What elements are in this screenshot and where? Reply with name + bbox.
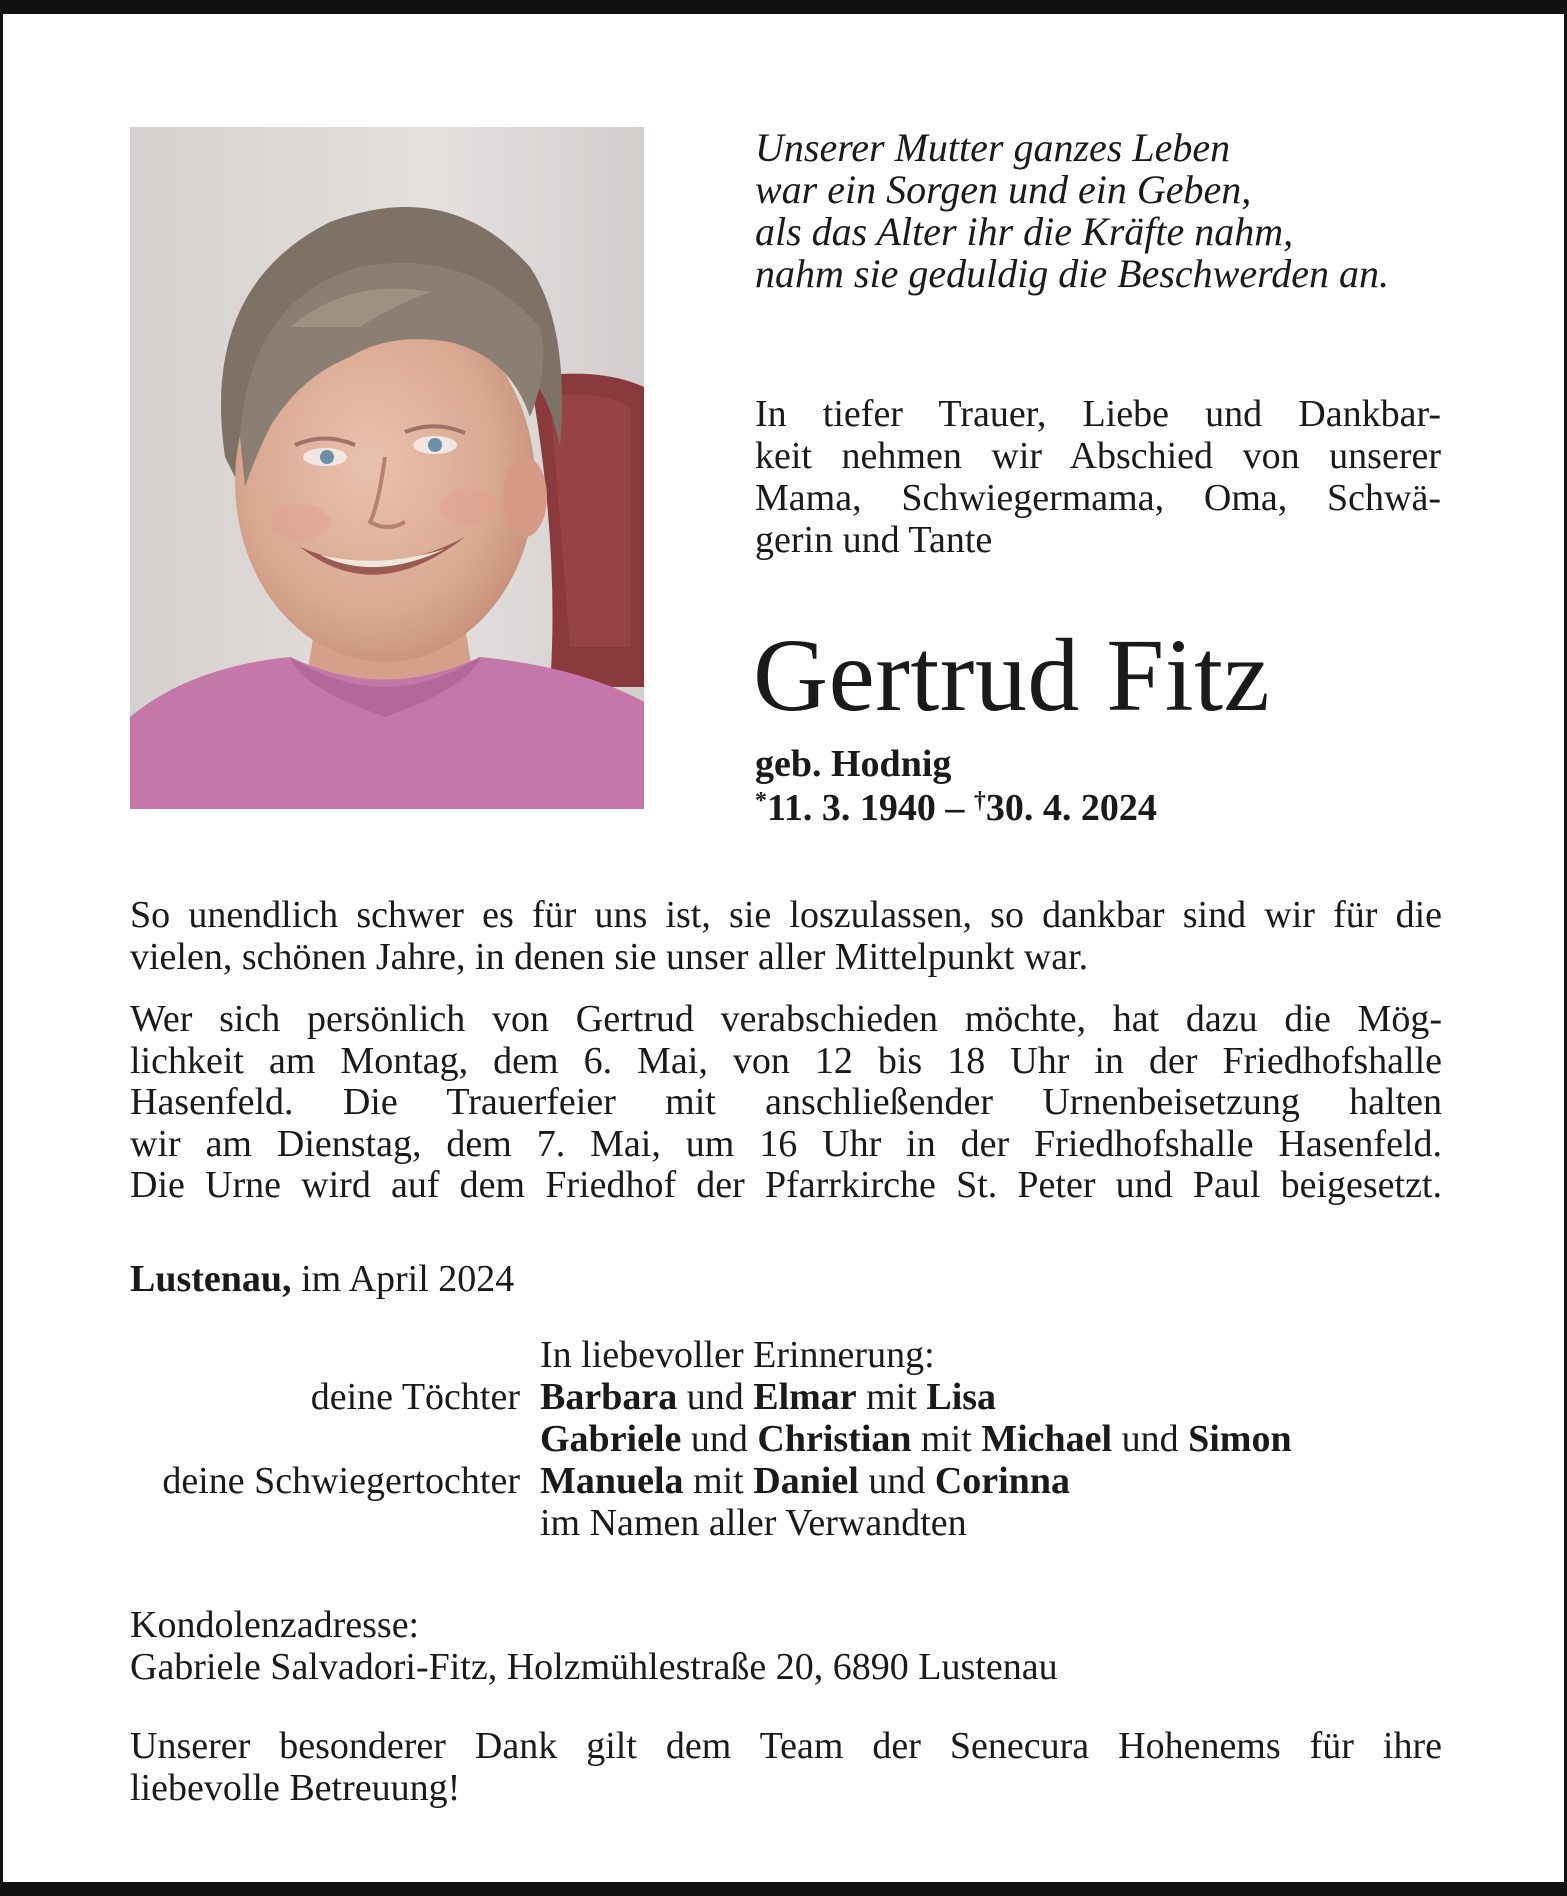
- intro-line: In tiefer Trauer, Liebe und Dankbar-: [755, 393, 1441, 435]
- date: im April 2024: [291, 1258, 515, 1300]
- condolence-label: Kondolenzadresse:: [130, 1604, 420, 1646]
- paragraph-line: So unendlich schwer es für uns ist, sie loszulassen, so dankbar sind wir für die: [130, 894, 1442, 936]
- intro-line: keit nehmen wir Abschied von unserer: [755, 435, 1441, 477]
- birth-mark: *: [755, 788, 767, 814]
- date-separator: –: [935, 787, 974, 829]
- life-dates: [755, 786, 1157, 830]
- intro-line: gerin und Tante: [755, 519, 993, 561]
- intro-text: [755, 393, 1441, 561]
- mourners-footer: im Namen aller Verwandten: [540, 1502, 967, 1544]
- maiden-name: geb. Hodnig: [755, 743, 952, 785]
- place-date: [130, 1257, 514, 1301]
- paragraph-line: wir am Dienstag, dem 7. Mai, um 16 Uhr in der Friedhofshalle Hasenfeld.: [130, 1122, 1442, 1165]
- paragraph-line: vielen, schönen Jahre, in denen sie unser aller Mittelpunkt war.: [130, 935, 1089, 978]
- condolence-address: [130, 1604, 1058, 1688]
- mourners-list: [130, 1334, 1480, 1544]
- place: Lustenau,: [130, 1258, 292, 1300]
- paragraph-line: Wer sich persönlich von Gertrud verabschieden möchte, hat dazu die Mög-: [130, 998, 1442, 1040]
- portrait-photo: [130, 127, 644, 809]
- poem: [755, 127, 1475, 295]
- death-date: 30. 4. 2024: [985, 787, 1157, 829]
- portrait-illustration: [130, 127, 644, 809]
- paragraph-gratitude: [130, 895, 1442, 978]
- mourner-line: Barbara und Elmar mit Lisa: [540, 1376, 997, 1418]
- intro-line: Mama, Schwiegermama, Oma, Schwä-: [755, 477, 1441, 519]
- deceased-name: Gertrud Fitz: [753, 618, 1271, 733]
- poem-line: war ein Sorgen und ein Geben,: [755, 167, 1252, 212]
- paragraph-funeral-details: [130, 999, 1442, 1207]
- role-daughters: deine Töchter: [310, 1376, 520, 1418]
- paragraph-line: Hasenfeld. Die Trauerfeier mit anschließender Urnenbeisetzung halten: [130, 1081, 1442, 1123]
- poem-line: Unserer Mutter ganzes Leben: [755, 125, 1231, 170]
- paragraph-line: lichkeit am Montag, dem 6. Mai, von 12 bis 18 Uhr in der Friedhofshalle: [130, 1039, 1442, 1082]
- poem-line: nahm sie geduldig die Beschwerden an.: [755, 251, 1389, 296]
- role-daughter-in-law: deine Schwiegertochter: [162, 1460, 520, 1502]
- thanks-line: liebevolle Betreuung!: [130, 1766, 461, 1809]
- death-mark: †: [973, 788, 986, 814]
- mourner-line: Manuela mit Daniel und Corinna: [540, 1460, 1070, 1502]
- thanks-line: Unserer besonderer Dank gilt dem Team der Senecura Hohenems für ihre: [130, 1725, 1442, 1767]
- mourners-heading: In liebevoller Erinnerung:: [540, 1334, 935, 1376]
- mourner-line: Gabriele und Christian mit Michael und Simon: [540, 1418, 1292, 1460]
- condolence-address-line: Gabriele Salvadori-Fitz, Holzmühlestraße 20, 6890 Lustenau: [130, 1646, 1058, 1688]
- birth-date: 11. 3. 1940: [767, 787, 936, 829]
- paragraph-line: Die Urne wird auf dem Friedhof der Pfarrkirche St. Peter und Paul beigesetzt.: [130, 1164, 1442, 1206]
- poem-line: als das Alter ihr die Kräfte nahm,: [755, 209, 1294, 254]
- thanks-text: [130, 1726, 1442, 1809]
